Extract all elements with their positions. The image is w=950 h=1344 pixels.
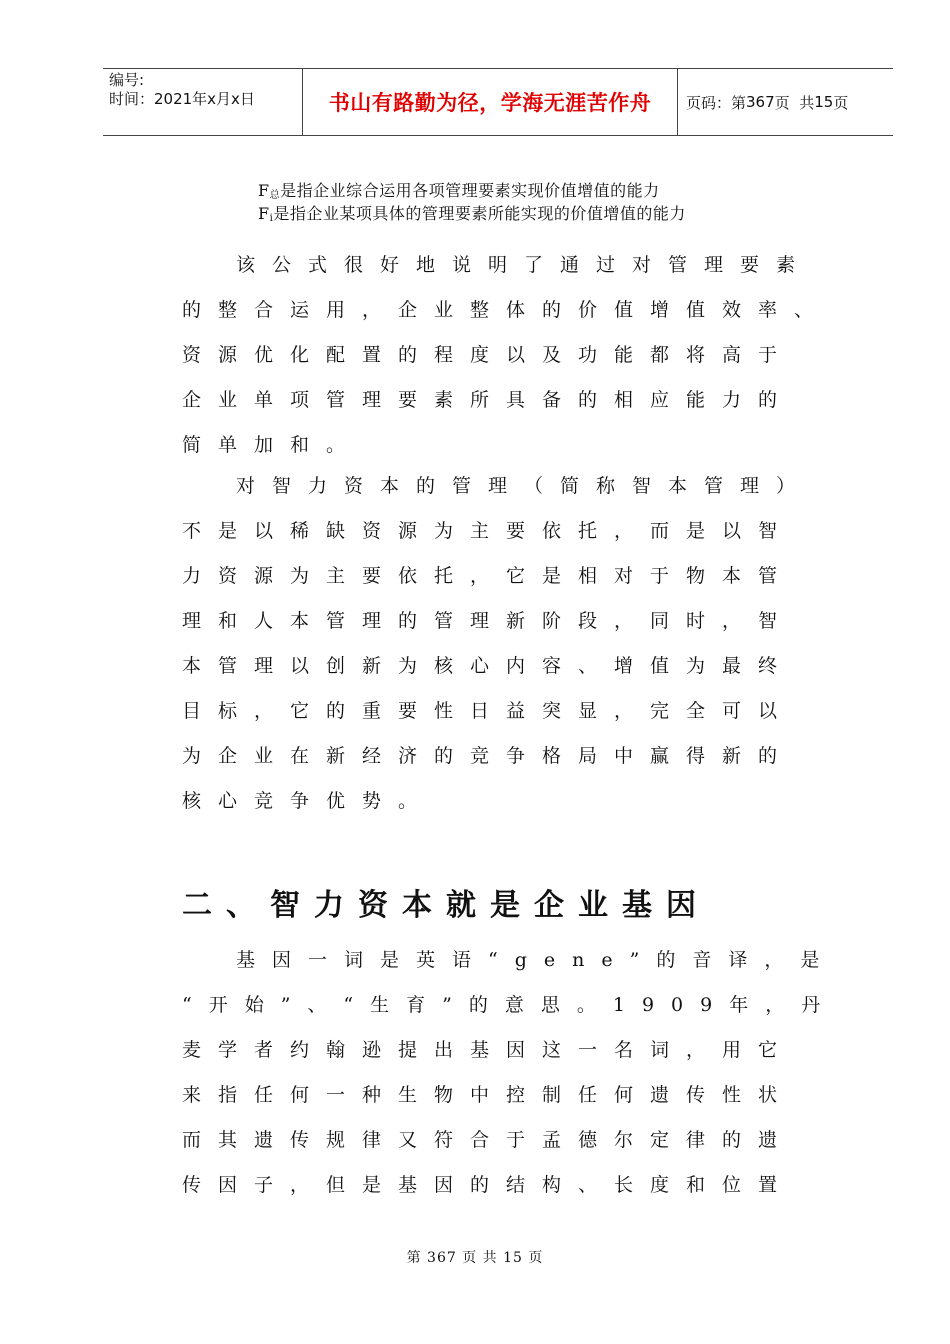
header-meta: [103, 69, 303, 135]
formula-line-item: [258, 201, 686, 224]
body-line: 的整合运用，企业整体的价值增值效率、: [182, 299, 831, 321]
formula-symbol: F: [258, 181, 270, 200]
header-motto-cell: [303, 69, 678, 135]
section-line: “开始”、“生育”的意思。1909年，丹: [182, 994, 838, 1016]
header-page-info: [678, 69, 893, 135]
formula-description: 是指企业综合运用各项管理要素实现价值增值的能力: [280, 181, 660, 200]
body-line: 该公式很好地说明了通过对管理要素: [236, 254, 813, 276]
body-line: 简单加和。: [182, 434, 363, 456]
formula-symbol: F: [258, 204, 270, 223]
time-label: 时间：2021年x月x日: [109, 90, 255, 108]
page-suffix: 页: [833, 93, 849, 112]
page-total: 15: [814, 93, 834, 111]
body-line: 不是以稀缺资源为主要依托，而是以智: [182, 520, 795, 542]
body-line: 力资源为主要依托，它是相对于物本管: [182, 565, 795, 587]
formula-description: 是指企业某项具体的管理要素所能实现的价值增值的能力: [273, 204, 686, 223]
section-line: 麦学者约翰逊提出基因这一名词，用它: [182, 1039, 795, 1061]
section-heading: 二、智力资本就是企业基因: [182, 888, 710, 923]
body-line: 资源优化配置的程度以及功能都将高于: [182, 344, 795, 366]
formula-line-total: [258, 178, 660, 201]
formula-subscript: 总: [269, 190, 281, 201]
formula-subscript: i: [269, 213, 274, 224]
page-prefix: 页码：第: [686, 93, 747, 112]
body-line: 理和人本管理的管理新阶段，同时，智: [182, 610, 795, 632]
body-line: 本管理以创新为核心内容、增值为最终: [182, 655, 795, 677]
page-number: 367: [746, 93, 775, 111]
section-line: 而其遗传规律又符合于孟德尔定律的遗: [182, 1129, 795, 1151]
page-footer: 第 367 页 共 15 页: [406, 1250, 544, 1266]
number-label: 编号:: [109, 71, 145, 89]
body-line: 为企业在新经济的竞争格局中赢得新的: [182, 745, 795, 767]
section-line: 传因子，但是基因的结构、长度和位置: [182, 1174, 795, 1196]
body-line: 对智力资本的管理（简称智本管理）: [236, 475, 813, 497]
body-line: 企业单项管理要素所具备的相应能力的: [182, 389, 795, 411]
page-header: [103, 68, 893, 136]
header-motto: 书山有路勤为径，学海无涯苦作舟: [328, 91, 652, 115]
body-line: 目标，它的重要性日益突显，完全可以: [182, 700, 795, 722]
page-mid: 页 共: [774, 93, 815, 112]
section-line: 基因一词是英语“gene”的音译，是: [236, 949, 837, 971]
section-line: 来指任何一种生物中控制任何遗传性状: [182, 1084, 795, 1106]
body-line: 核心竞争优势。: [182, 790, 435, 812]
